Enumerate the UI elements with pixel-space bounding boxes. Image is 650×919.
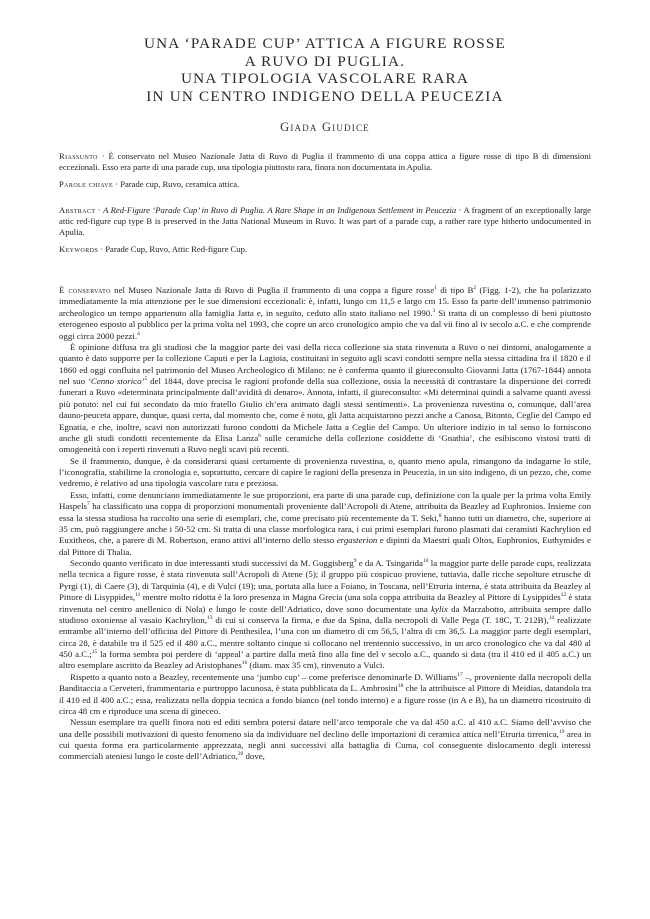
text-segment: Nessun esemplare tra quelli finora noti ed editi sembra potersi datare nell’arco temporale che va dal 450 a.C. al 410 a.C. Siamo dell’avviso che una delle possibili motivazioni di questo fenomeno sia da individuare nel declino delle importazioni di ceramica attica nell’Etruria tirrenica, — [59, 717, 591, 739]
footnote-ref: 10 — [423, 558, 429, 565]
body-paragraph — [59, 672, 591, 718]
abstract-separator: · — [95, 204, 104, 215]
footnote-ref: 9 — [353, 558, 357, 565]
text-segment: –, proveniente dalla necropoli della Banditaccia a Cerveteri, frammentaria e purtroppo lacunosa, è stata pubblicata da L. Ambrosini — [59, 671, 591, 694]
text-segment: (Figg. 1-2), che ha polarizzato immediatamente la mia attenzione per le sue dimensioni eccezionali: è, infatti, lungo cm 11,5 e largo cm 15. Esso fa parte dell’immenso patrimonio archeologico un tempo appartenuto alla famiglia Jatta e, in seguito, ceduto allo stato italiano nel 1990. — [59, 285, 592, 318]
text-segment: mentre molto ridotta è la loro presenza in Magna Grecia (una sola coppa attribuita da Beazley al Pittore di Lysippides — [140, 592, 561, 603]
title-line-2: A RUVO DI PUGLIA. — [244, 52, 406, 70]
body-paragraph — [59, 285, 591, 342]
abstract — [59, 205, 591, 239]
parole-chiave-separator: · — [113, 178, 121, 189]
keywords — [59, 244, 591, 255]
riassunto-text: È conservato nel Museo Nazionale Jatta di Ruvo di Puglia il frammento di una coppa attica a figure rosse di tipo B di dimensioni eccezionali. Esso era parte di una parade cup, una tipologia piuttosto rara, finora non documentata in Apulia. — [59, 151, 591, 173]
title-line-3: UNA TIPOLOGIA VASCOLARE RARA — [180, 70, 470, 87]
abstract-label: Abstract — [59, 204, 96, 215]
footnote-ref: 7 — [87, 501, 90, 508]
abstract-text: A fragment of an exceptionally large attic red-figure cup type B is preserved in the Jatta National Museum in Ruvo. It was part of a parade cup, a rather rare type hitherto undocumented in Apulia. — [59, 204, 591, 238]
footnote-ref: 20 — [237, 751, 244, 758]
keywords-separator: · — [98, 243, 106, 254]
keywords-label: Keywords — [59, 243, 99, 254]
text-segment: del 1844, dove precisa le ragioni profonde della sua collezione, ossia la necessità di contrastare la dispersione dei corredi funerari a Ruvo «determinata principalmente dall’avidità di denaro». Annota, infatti, il giureconsulto: «Mi determinai quindi a salvarne quanti avessi più potuto: nel cui fui secondato da mio fratello Giulio ch’era animato dagli stessi sentimenti». La provenienza ruvestina o, comunque, dall’area dauno-peuceta appare, dunque, quasi certa, dal momento che, come è noto, gli Jatta acquistarono pezzi anche a Canosa, Bitonto, Ceglie del Campo ed Egnatia, e che, inoltre, scavi non autorizzati furono condotti da Michele Jatta a Ceglie del Campo. Un ulteriore indizio in tal senso lo forniscono anche gli studi condotti recentemente da Elisa Lanza — [59, 376, 591, 443]
text-segment: Si tratta di un complesso di beni piuttosto eterogeneo esposto al pubblico per la prima volta nel 1993, che copre un arco cronologico ampio che va dal vii fino al iv secolo a.C. e che comprende oggi circa 2000 pezzi. — [59, 307, 591, 341]
text-segment: di tipo B — [436, 285, 474, 296]
text-segment: dove, — [243, 751, 265, 762]
footnote-ref: 2 — [473, 285, 477, 292]
parole-chiave — [59, 179, 591, 190]
article-body — [59, 285, 591, 763]
text-segment: Secondo quanto verificato in due interessanti studi successivi da M. Guggisberg — [70, 558, 354, 569]
keywords-text: Parade Cup, Ruvo, Attic Red-figure Cup. — [105, 243, 248, 254]
opening-words: È conservato — [59, 285, 111, 296]
footnote-ref: 19 — [558, 728, 565, 735]
text-segment: (diam. max 35 cm), rinvenuto a Vulci. — [247, 660, 385, 671]
italic-text: ‘Cenno storico’ — [87, 376, 145, 387]
parole-chiave-label: Parole chiave — [59, 178, 114, 189]
text-segment: hanno tutti un diametro, che, superiore ai 35 cm, può raggiungere anche i 50-52 cm. Si tratta di una classe morfologica rara, i cui primi esemplari furono plasmati dai ceramisti Kachrylion ed Euxitheos, che, a parere di M. Robertson, erano attivi all’interno dello stesso — [59, 512, 591, 546]
body-paragraph — [59, 558, 591, 672]
abstract-separator-2: · — [456, 204, 464, 215]
text-segment: e dipinti da Maestri quali Oltos, Euphronios, Euthymides e dal Pittore di Thalia. — [59, 535, 591, 557]
text-segment: Rispetto a quanto noto a Beazley, recentemente una ‘jumbo cup’ – come preferisce denominarle D. Williams — [70, 671, 458, 682]
footnote-ref: 18 — [397, 683, 404, 690]
text-segment: la maggior parte delle parade cups, realizzata nella tecnica a figure rosse, è stata rinvenuta sull’Acropoli di Atene (5); il gruppo più cospicuo proviene, tuttavia, dalle ricche sepolture etrusche di Pyrgi (1), di Caere (3), di Tarquinia (4), e di Vulci (19); una, portata alla luce a Foiano, in Toscana, nell’Etruria interna, è stata attribuita da Beazley al Pittore di Lisyppides, — [59, 558, 592, 603]
body-paragraph — [59, 490, 591, 558]
footnote-ref: 15 — [91, 649, 98, 656]
italic-text: ergasterion — [336, 535, 378, 546]
footnote-ref: 11 — [135, 592, 141, 599]
article-title — [59, 0, 591, 105]
footnote-ref: 1 — [434, 285, 437, 292]
text-segment: di cui si conserva la firma, e due da Spina, dalla necropoli di Valle Pega (T. 18C, T. 212B), — [212, 614, 549, 625]
text-segment: Se il frammento, dunque, è da considerarsi quasi certamente di provenienza ruvestina, o, quanto meno apula, rimangono da indagarne lo stile, l’iconografia, stabilirne la cronologia e, soprattutto, cercare di capire le ragioni della presenza in Peucezia, in un sito indigeno, di un pezzo, che, come vedremo, è relativo ad una tipologia vascolare rara e preziosa. — [59, 455, 591, 489]
parole-chiave-text: Parade cup, Ruvo, ceramica attica. — [120, 178, 240, 189]
footnote-ref: 5 — [144, 376, 148, 383]
text-segment: area in cui questa forma era particolarmente apprezzata, negli anni successivi alla battaglia di Cuma, col conseguente dislocamento degli interessi commerciali ateniesi lungo le coste dell’Adriatico, — [59, 728, 592, 762]
text-segment: Esso, infatti, come denunciano immediatamente le sue proporzioni, era parte di una parade cup, definizione con la quale per la prima volta Emily Haspels — [59, 489, 591, 512]
footnote-ref: 3 — [432, 307, 436, 314]
author-name: Giada Giudice — [280, 120, 370, 134]
text-segment: e da A. Tsingarida — [356, 558, 423, 569]
text-segment: realizzate entrambe all’interno dell’officina del Pittore di Penthesilea, l’una con un diametro di cm 56,5, l’altra di cm 36,5. La maggior parte degli esemplari, circa 28, è databile tra il 525 ed il 480 a.C., mentre soltanto cinque si collocano nel trentennio successivo, in un arco cronologico che va dal 480 al 450 a.C.; — [59, 614, 591, 660]
text-segment: È opinione diffusa tra gli studiosi che la maggior parte dei vasi della ricca collezione sia stata rinvenuta a Ruvo o nei dintorni, analogamente a quanto è dato supporre per la collezione Caputi e per la Lagioia, costituitasi in seguito agli scavi condotti sempre nella stessa cittadina fra il 1820 e il 1860 ed oggi confluita nel patrimonio del Museo Archeologico di Milano: ne è conferma quanto il giureconsulto Giovanni Jatta (1767-1844) annota nel suo — [59, 341, 591, 387]
text-segment: ha classificato una coppa di proporzioni monumentali proveniente dall’Acropoli di Atene, attribuita da Beazley ad Euphronios. Insieme con essa la stessa studiosa ha raccolto una serie di esemplari, che, come precisato più recentemente da T. Seki, — [59, 501, 591, 523]
footnote-ref: 8 — [438, 512, 442, 519]
text-segment: la forma sembra poi perdere di ‘appeal’ a partire dalla metà fino alla fine del v secolo a.C., quando si data (tra il 410 ed il 405 a.C.) un altro esemplare ascritto da Beazley ad Aristophanes — [59, 649, 591, 671]
text-segment: sulle ceramiche della collezione cosiddette di ‘Gnathia’, che esibiscono vistosi tratti di omogeneità con i reperti rinvenuti a Ruvo negli scavi più recenti. — [59, 432, 591, 455]
text-segment: nel Museo Nazionale Jatta di Ruvo di Puglia il frammento di una coppa a figure rosse — [110, 285, 435, 296]
text-segment: che la attribuisce al Pittore di Meidias, datandola tra il 410 ed il 400 a.C.; essa, realizzata nella doppia tecnica a fondo bianco (nel tondo interno) e a figure rosse (in A e B), ha un diametro ricostruito di circa 48 cm e riproduce una scena di gineceo. — [59, 683, 591, 716]
body-paragraph — [59, 717, 591, 763]
footnote-ref: 14 — [548, 615, 555, 622]
abstract-title: A Red-Figure ‘Parade Cup’ in Ruvo di Puglia. A Rare Shape in an Indigenous Settlement in Peucezia — [103, 204, 457, 215]
body-paragraph — [59, 456, 591, 490]
riassunto-separator: · — [97, 151, 109, 161]
footnote-ref: 16 — [241, 660, 248, 667]
footnote-ref: 12 — [560, 592, 567, 599]
riassunto — [59, 151, 591, 174]
article-page — [59, 0, 591, 763]
body-paragraph — [59, 342, 591, 456]
riassunto-label: Riassunto — [59, 151, 98, 161]
text-segment: è stata rinvenuta nel centro anellenico di Nola) e lungo le coste dell’Adriatico, dove sono documentate una — [59, 592, 592, 614]
italic-text: kylix — [431, 603, 448, 614]
footnote-ref: 13 — [206, 615, 213, 622]
title-line-1: UNA ‘PARADE CUP’ ATTICA A FIGURE ROSSE — [143, 35, 507, 52]
footnote-ref: 6 — [258, 433, 261, 440]
footnote-ref: 4 — [137, 330, 140, 337]
text-segment: da Marzabotto, attribuita sempre dallo studioso oxoniense al vasaio Kachrylion, — [59, 603, 591, 625]
footnote-ref: 17 — [457, 671, 463, 678]
title-line-4: IN UN CENTRO INDIGENO DELLA PEUCEZIA — [146, 87, 504, 105]
